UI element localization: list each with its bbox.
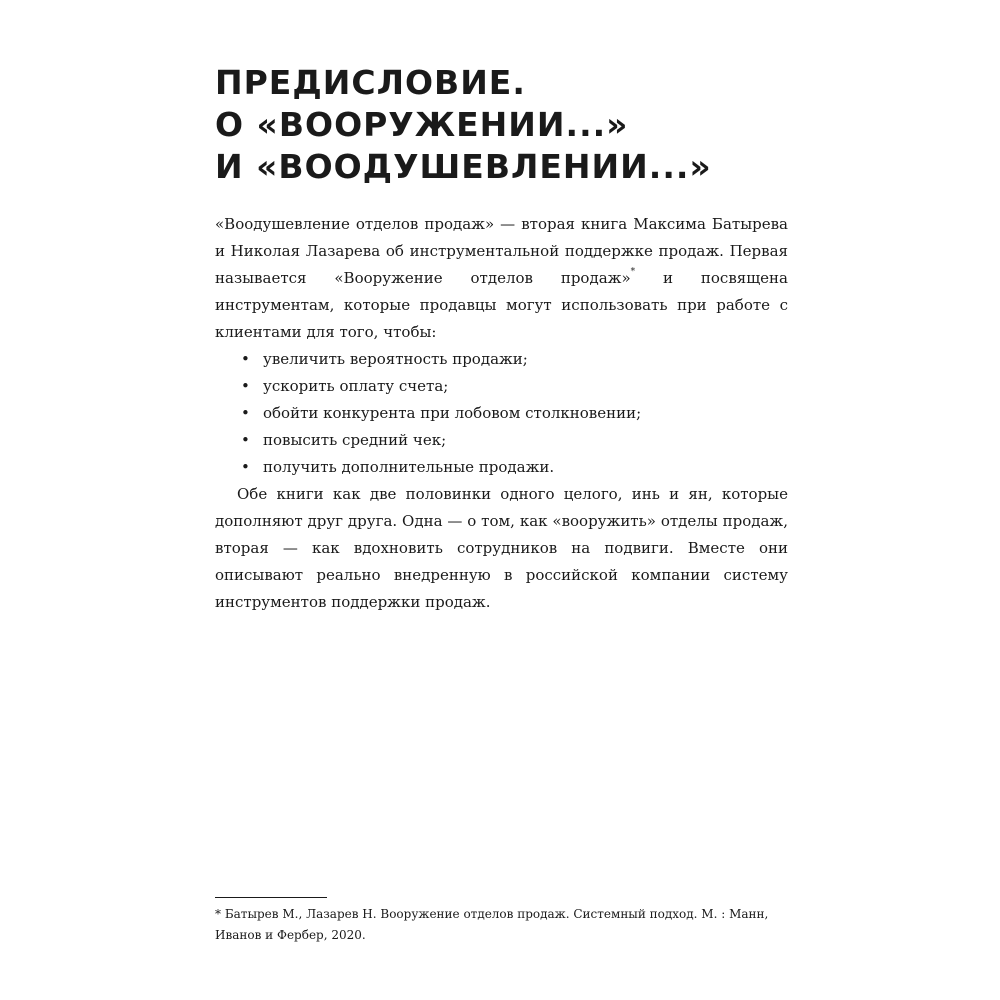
heading-line-2: О «ВООРУЖЕНИИ...»	[215, 105, 629, 144]
list-item-text: увеличить вероятность продажи;	[263, 350, 528, 368]
bullet-icon: •	[241, 431, 250, 449]
footnote-text-block	[215, 904, 790, 946]
list-item	[215, 454, 788, 481]
list-item-text: получить дополнительные продажи.	[263, 458, 555, 476]
chapter-heading	[215, 62, 815, 188]
list-item	[215, 346, 788, 373]
heading-line-1: ПРЕДИСЛОВИЕ.	[215, 63, 526, 102]
closing-paragraph: Обе книги как две половинки одного целого, инь и ян, которые дополняют друг друга. Одна — о том, как «вооружить» отделы продаж, вторая — как вдохновить сотрудников на подвиги. Вместе они описывают реально внедренную в российской компании систему инструментов поддержки продаж.	[215, 485, 788, 611]
intro-text-continued: и посвящена инструментам, которые продавцы могут использовать при работе с клиентами для того, чтобы:	[215, 269, 788, 341]
footnote	[215, 904, 790, 946]
bullet-icon: •	[241, 404, 250, 422]
bullet-list	[215, 346, 788, 481]
intro-text: «Воодушевление отделов продаж» — вторая книга Максима Батырева и Николая Лазарева об инструментальной поддержке продаж. Первая называется «Вооружение отделов продаж»	[215, 215, 788, 287]
list-item-text: повысить средний чек;	[263, 431, 447, 449]
bullet-icon: •	[241, 350, 250, 368]
heading-line-3: И «ВООДУШЕВЛЕНИИ...»	[215, 147, 712, 186]
list-item	[215, 427, 788, 454]
list-item	[215, 400, 788, 427]
footnote-reference: *	[630, 267, 636, 277]
body-text	[215, 211, 788, 616]
intro-paragraph	[215, 211, 788, 346]
footnote-text: Батырев М., Лазарев Н. Вооружение отделов продаж. Системный подход. М. : Манн, Иванов и Фербер, 2020.	[215, 907, 769, 942]
footnote-divider	[215, 897, 327, 898]
list-item-text: ускорить оплату счета;	[263, 377, 449, 395]
list-item	[215, 373, 788, 400]
footnote-marker: *	[215, 907, 221, 921]
bullet-icon: •	[241, 377, 250, 395]
list-item-text: обойти конкурента при лобовом столкновении;	[263, 404, 642, 422]
bullet-icon: •	[241, 458, 250, 476]
